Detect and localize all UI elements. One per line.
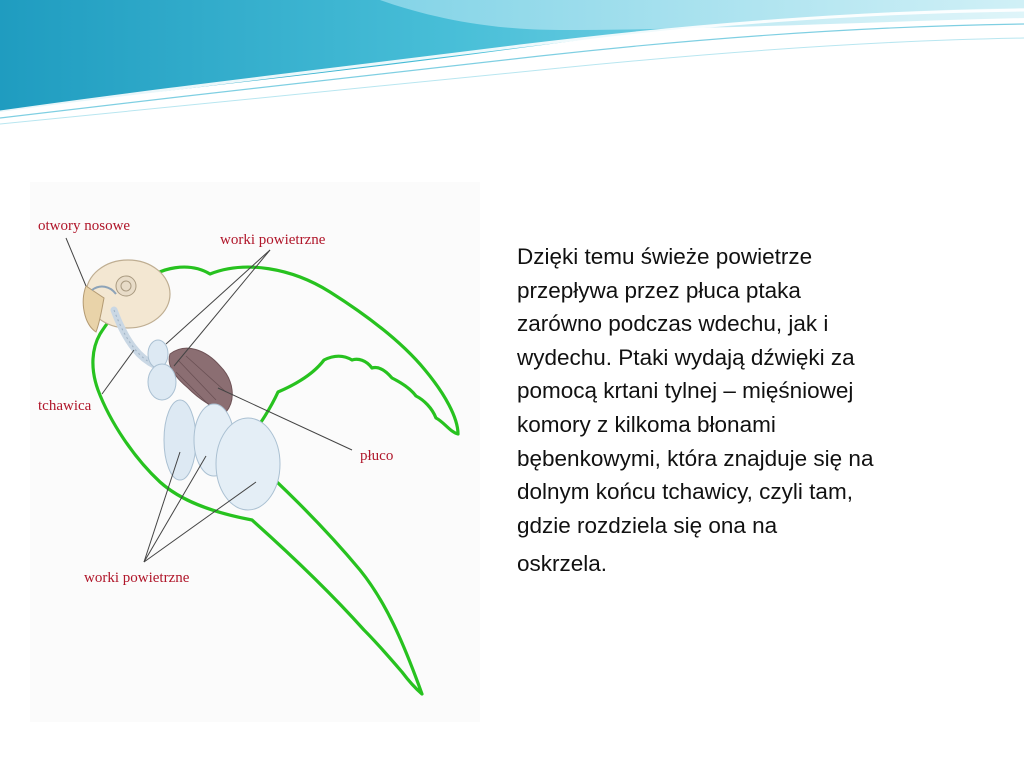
slide-body-text	[517, 240, 987, 581]
text-line: Dzięki temu świeże powietrze	[517, 244, 813, 269]
text-line: przepływa przez płuca ptaka	[517, 277, 801, 303]
leader-nostrils	[66, 238, 86, 286]
air-sac-thoracic-anterior	[164, 400, 196, 480]
text-line: bębenkowymi, która znajduje się na	[517, 445, 874, 471]
eye-socket	[116, 276, 136, 296]
bird-respiratory-diagram	[30, 182, 480, 722]
leader-air-sacs-bottom-3	[144, 482, 256, 562]
bird-illustration	[30, 182, 480, 722]
text-line: zarówno podczas wdechu, jak i	[517, 311, 829, 337]
label-trachea: tchawica	[38, 398, 92, 414]
header-wave-decoration	[0, 0, 1024, 130]
leader-trachea	[102, 350, 134, 394]
text-line: wydechu. Ptaki wydają dźwięki za	[517, 344, 855, 370]
leader-air-sacs-top-1	[166, 250, 270, 344]
text-line: oskrzela.	[517, 551, 608, 577]
text-line: pomocą krtani tylnej – mięśniowej	[517, 378, 854, 404]
air-sac-cervical	[148, 340, 168, 368]
text-line: komory z kilkoma błonami	[517, 411, 776, 437]
label-air-sacs-top: worki powietrzne	[220, 232, 326, 248]
text-line: dolnym końcu tchawicy, czyli tam,	[517, 479, 853, 505]
air-sac-abdominal	[216, 418, 280, 510]
label-nostrils: otwory nosowe	[38, 218, 131, 234]
air-sac-interclavicular	[148, 364, 176, 400]
leader-air-sacs-bottom-1	[144, 452, 180, 562]
text-line: gdzie rozdziela się ona na	[517, 512, 778, 538]
label-lung: płuco	[360, 448, 394, 464]
label-air-sacs-bottom: worki powietrzne	[84, 570, 190, 586]
